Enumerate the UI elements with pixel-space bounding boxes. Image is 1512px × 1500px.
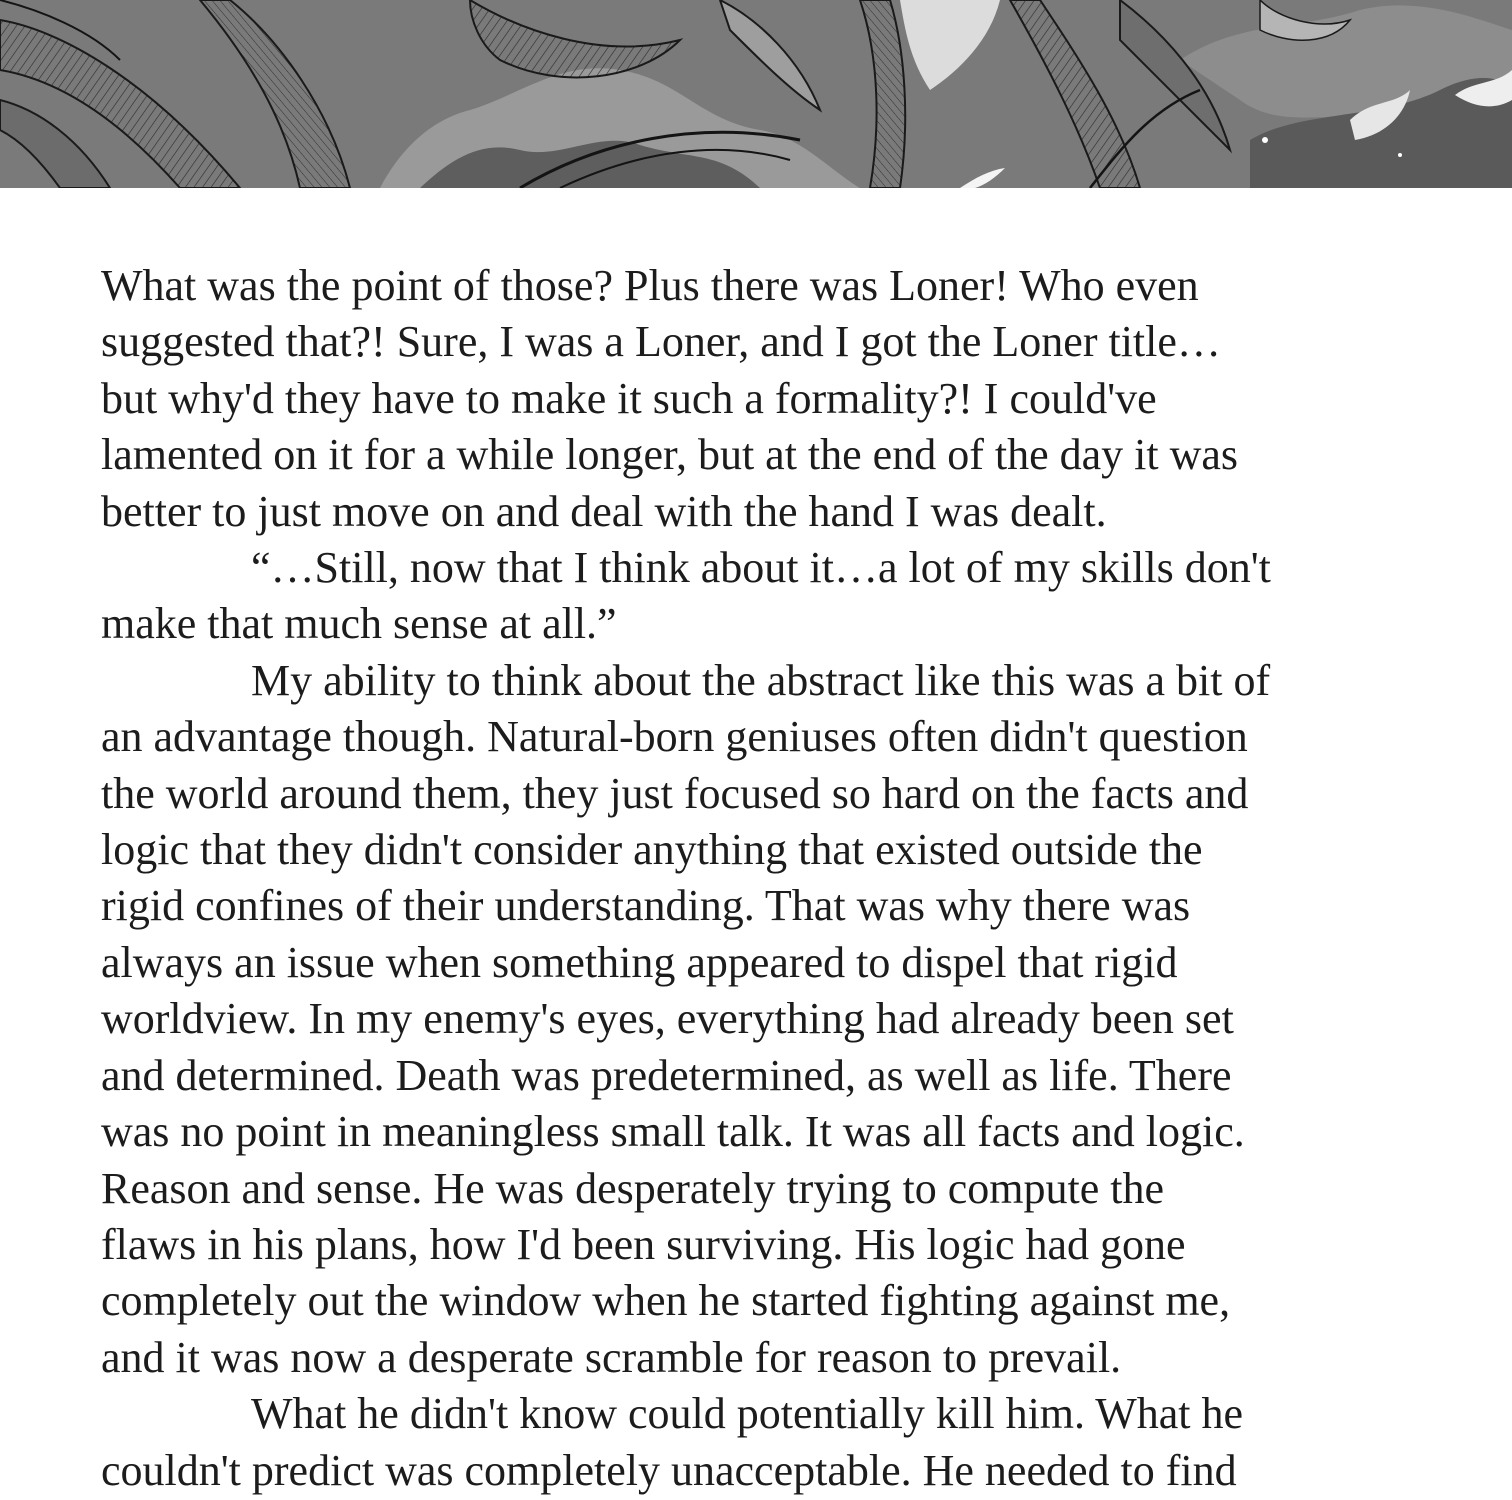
- text-line: better to just move on and deal with the hand I was dealt.: [101, 486, 1107, 536]
- text-line: logic that they didn't consider anything that existed outside the: [101, 825, 1203, 875]
- text-line: but why'd they have to make it such a formality?! I could've: [101, 373, 1157, 423]
- text-line: worldview. In my enemy's eyes, everything had already been set: [101, 994, 1234, 1044]
- text-line: completely out the window when he started fighting against me,: [101, 1276, 1231, 1326]
- text-line: “…Still, now that I think about it…a lot of my skills don't: [251, 543, 1271, 593]
- text-line: couldn't predict was completely unacceptable. He needed to find: [101, 1445, 1237, 1495]
- text-line: flaws in his plans, how I'd been surviving. His logic had gone: [101, 1219, 1186, 1269]
- text-line: My ability to think about the abstract like this was a bit of: [251, 655, 1271, 705]
- text-line: was no point in meaningless small talk. It was all facts and logic.: [101, 1107, 1245, 1157]
- text-line: What was the point of those? Plus there was Loner! Who even: [101, 261, 1199, 310]
- text-line: suggested that?! Sure, I was a Loner, and I got the Loner title…: [101, 317, 1221, 367]
- text-line: the world around them, they just focused so hard on the facts and: [101, 768, 1249, 818]
- text-line: Reason and sense. He was desperately trying to compute the: [101, 1163, 1165, 1213]
- text-line: lamented on it for a while longer, but at the end of the day it was: [101, 430, 1239, 480]
- text-line: always an issue when something appeared to dispel that rigid: [101, 937, 1178, 987]
- chapter-illustration: [0, 0, 1512, 188]
- novel-page-text: [101, 258, 1391, 1499]
- text-line: What he didn't know could potentially kill him. What he: [251, 1389, 1244, 1439]
- text-line: an advantage though. Natural-born geniuses often didn't question: [101, 712, 1248, 762]
- manga-forest-illustration-icon: [0, 0, 1512, 188]
- text-line: make that much sense at all.”: [101, 599, 617, 649]
- text-line: rigid confines of their understanding. That was why there was: [101, 881, 1191, 931]
- text-line: and it was now a desperate scramble for reason to prevail.: [101, 1332, 1122, 1382]
- text-line: and determined. Death was predetermined, as well as life. There: [101, 1050, 1232, 1100]
